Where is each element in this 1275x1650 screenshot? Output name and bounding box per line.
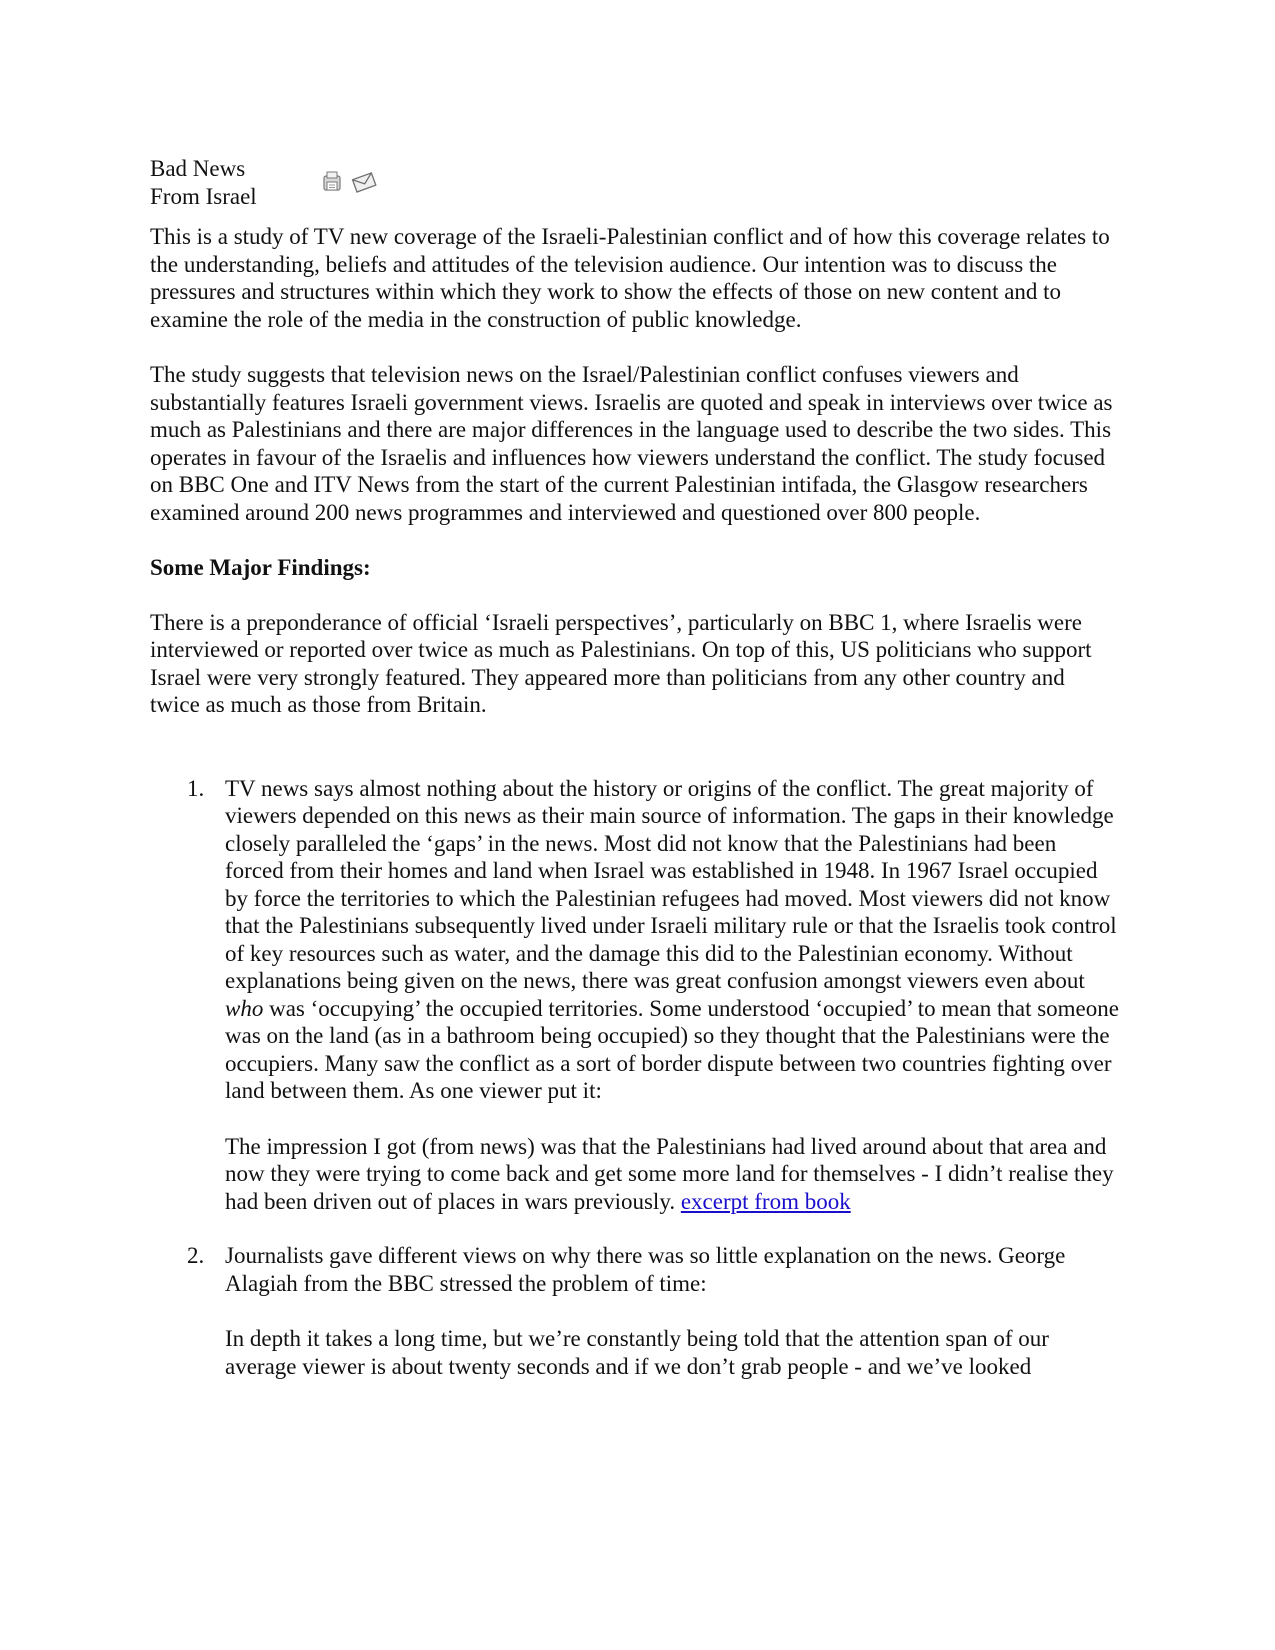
- emphasis-text: who: [225, 995, 264, 1021]
- findings-list: [150, 775, 1120, 1381]
- email-icon[interactable]: [351, 170, 375, 194]
- journalist-quote: In depth it takes a long time, but we’re constantly being told that the attention span of our average viewer is about twenty seconds and if we don’t grab people - and we’ve looked: [225, 1326, 1049, 1379]
- spacer: [150, 747, 1120, 775]
- quote-text: The impression I got (from news) was that the Palestinians had lived around about that area and now they were trying to come back and get some more land for themselves - I didn’t realise they had been driven out of places in wars previously.: [225, 1133, 1114, 1214]
- text-segment: was ‘occupying’ the occupied territories. Some understood ‘occupied’ to mean that someone was on the land (as in a bathroom being occupied) so they thought that the Palestinians were the occupiers. Many saw the conflict as a sort of border dispute between two countries fighting over land between them. As one viewer put it:: [225, 995, 1119, 1103]
- list-item-text: [225, 775, 1120, 1105]
- intro-paragraph-1: This is a study of TV new coverage of the Israeli-Palestinian conflict and of how this coverage relates to the understanding, beliefs and attitudes of the television audience. Our intention was to discuss the pressures and structures within which they work to show the effects of those on new content and to examine the role of the media in the construction of public knowledge.: [150, 224, 1110, 332]
- title-line-1: Bad News: [150, 156, 246, 181]
- print-icon[interactable]: [321, 170, 345, 194]
- list-item-text: Journalists gave different views on why there was so little explanation on the news. George Alagiah from the BBC stressed the problem of time:: [225, 1243, 1066, 1296]
- document-body: [150, 223, 1120, 1407]
- findings-heading: Some Major Findings:: [150, 555, 371, 580]
- list-item: [150, 1242, 1120, 1380]
- text-segment: TV news says almost nothing about the history or origins of the conflict. The great majority of viewers depended on this news as their main source of information. The gaps in their knowledge closely paralleled the ‘gaps’ in the news. Most did not know that the Palestinians had been forced from their homes and land when Israel was established in 1948. In 1967 Israel occupied by force the territories to which the Palestinian refugees had moved. Most viewers did not know that the Palestinians subsequently lived under Israeli military rule or that the Israelis took control of key resources such as water, and the damage this did to the Palestinian economy. Without explanations being given on the news, there was great confusion amongst viewers even about: [225, 775, 1117, 993]
- intro-paragraph-2: The study suggests that television news on the Israel/Palestinian conflict confuses viewers and substantially features Israeli government views. Israelis are quoted and speak in interviews over twice as much as Palestinians and there are major differences in the language used to describe the two sides. This operates in favour of the Israelis and influences how viewers understand the conflict. The study focused on BBC One and ITV News from the start of the current Palestinian intifada, the Glasgow researchers examined around 200 news programmes and interviewed and questioned over 800 people.: [150, 362, 1113, 525]
- findings-paragraph: There is a preponderance of official ‘Israeli perspectives’, particularly on BBC 1, where Israelis were interviewed or reported over twice as much as Palestinians. On top of this, US politicians who support Israel were very strongly featured. They appeared more than politicians from any other country and twice as much as those from Britain.: [150, 609, 1092, 717]
- list-item-number: 1.: [187, 775, 205, 801]
- excerpt-link[interactable]: excerpt from book: [680, 1188, 851, 1214]
- viewer-quote: [225, 1133, 1120, 1216]
- list-item: [150, 775, 1120, 1216]
- list-item-number: 2.: [187, 1243, 205, 1268]
- title-line-2: From Israel: [150, 184, 257, 209]
- header-icons: [321, 170, 375, 194]
- document-header: [150, 155, 350, 211]
